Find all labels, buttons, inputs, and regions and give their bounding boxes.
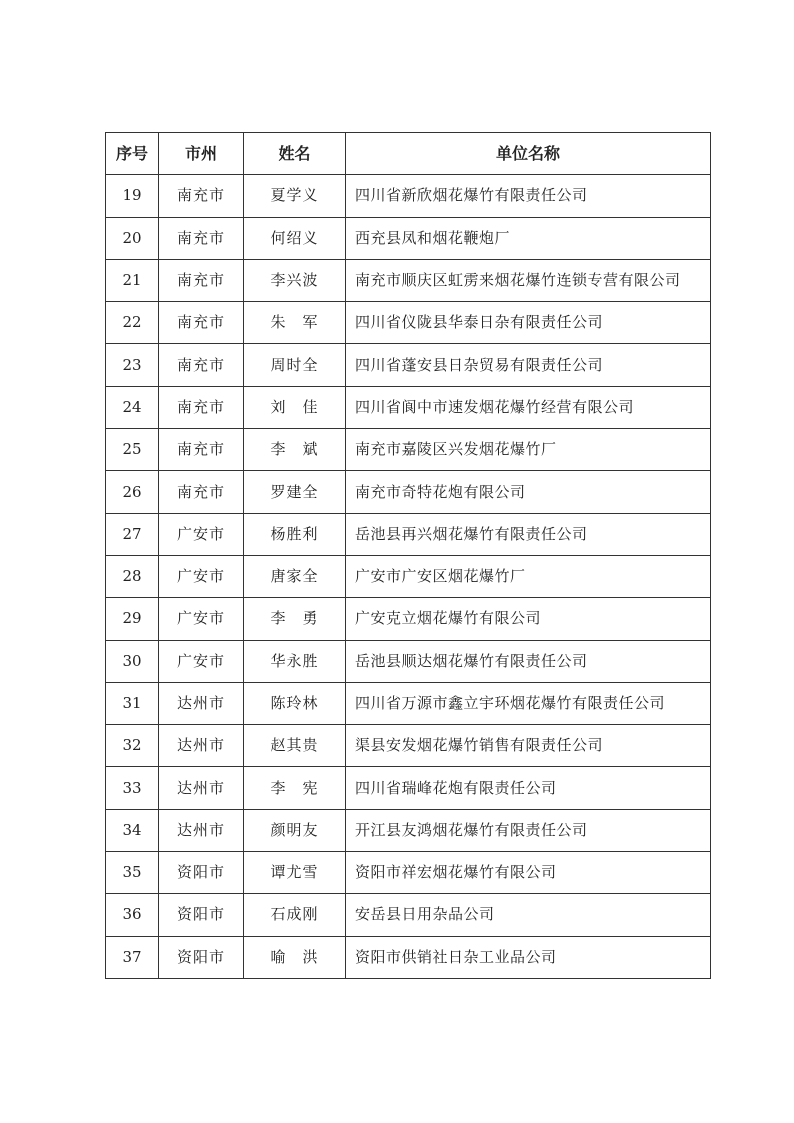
table-row bbox=[106, 894, 711, 936]
table-row bbox=[106, 175, 711, 217]
cell-serial-number: 37 bbox=[106, 936, 159, 978]
table-body bbox=[106, 175, 711, 979]
cell-serial-number: 27 bbox=[106, 513, 159, 555]
cell-city: 广安市 bbox=[159, 598, 244, 640]
table-row bbox=[106, 767, 711, 809]
cell-name: 杨胜利 bbox=[244, 513, 346, 555]
cell-city: 南充市 bbox=[159, 217, 244, 259]
header-unit-name: 单位名称 bbox=[346, 133, 711, 175]
cell-city: 达州市 bbox=[159, 682, 244, 724]
cell-unit-name: 岳池县顺达烟花爆竹有限责任公司 bbox=[346, 640, 711, 682]
cell-city: 南充市 bbox=[159, 259, 244, 301]
cell-name: 夏学义 bbox=[244, 175, 346, 217]
cell-name: 石成刚 bbox=[244, 894, 346, 936]
cell-city: 广安市 bbox=[159, 513, 244, 555]
table-row bbox=[106, 429, 711, 471]
cell-unit-name: 南充市嘉陵区兴发烟花爆竹厂 bbox=[346, 429, 711, 471]
cell-city: 南充市 bbox=[159, 386, 244, 428]
cell-city: 资阳市 bbox=[159, 894, 244, 936]
table-row bbox=[106, 682, 711, 724]
cell-unit-name: 安岳县日用杂品公司 bbox=[346, 894, 711, 936]
cell-serial-number: 36 bbox=[106, 894, 159, 936]
cell-serial-number: 19 bbox=[106, 175, 159, 217]
table-row bbox=[106, 936, 711, 978]
cell-serial-number: 23 bbox=[106, 344, 159, 386]
cell-name: 朱 军 bbox=[244, 302, 346, 344]
table-row bbox=[106, 809, 711, 851]
cell-unit-name: 南充市奇特花炮有限公司 bbox=[346, 471, 711, 513]
table-row bbox=[106, 598, 711, 640]
cell-name: 颜明友 bbox=[244, 809, 346, 851]
table-row bbox=[106, 725, 711, 767]
cell-unit-name: 西充县凤和烟花鞭炮厂 bbox=[346, 217, 711, 259]
cell-city: 资阳市 bbox=[159, 936, 244, 978]
cell-name: 唐家全 bbox=[244, 555, 346, 597]
cell-serial-number: 35 bbox=[106, 852, 159, 894]
cell-city: 南充市 bbox=[159, 471, 244, 513]
cell-unit-name: 广安市广安区烟花爆竹厂 bbox=[346, 555, 711, 597]
cell-serial-number: 20 bbox=[106, 217, 159, 259]
cell-unit-name: 四川省新欣烟花爆竹有限责任公司 bbox=[346, 175, 711, 217]
cell-serial-number: 21 bbox=[106, 259, 159, 301]
cell-city: 南充市 bbox=[159, 344, 244, 386]
table-row bbox=[106, 852, 711, 894]
cell-serial-number: 26 bbox=[106, 471, 159, 513]
cell-serial-number: 30 bbox=[106, 640, 159, 682]
cell-city: 南充市 bbox=[159, 175, 244, 217]
table-row bbox=[106, 555, 711, 597]
cell-city: 资阳市 bbox=[159, 852, 244, 894]
cell-serial-number: 29 bbox=[106, 598, 159, 640]
table-row bbox=[106, 259, 711, 301]
cell-name: 李 斌 bbox=[244, 429, 346, 471]
cell-name: 李兴波 bbox=[244, 259, 346, 301]
cell-unit-name: 四川省瑞峰花炮有限责任公司 bbox=[346, 767, 711, 809]
table-header-row bbox=[106, 133, 711, 175]
cell-name: 刘 佳 bbox=[244, 386, 346, 428]
header-city: 市州 bbox=[159, 133, 244, 175]
cell-unit-name: 四川省蓬安县日杂贸易有限责任公司 bbox=[346, 344, 711, 386]
header-serial-number: 序号 bbox=[106, 133, 159, 175]
cell-name: 何绍义 bbox=[244, 217, 346, 259]
cell-name: 周时全 bbox=[244, 344, 346, 386]
cell-serial-number: 24 bbox=[106, 386, 159, 428]
table-row bbox=[106, 513, 711, 555]
cell-name: 谭尤雪 bbox=[244, 852, 346, 894]
cell-unit-name: 资阳市供销社日杂工业品公司 bbox=[346, 936, 711, 978]
cell-serial-number: 25 bbox=[106, 429, 159, 471]
cell-city: 广安市 bbox=[159, 555, 244, 597]
cell-unit-name: 四川省仪陇县华泰日杂有限责任公司 bbox=[346, 302, 711, 344]
cell-unit-name: 四川省万源市鑫立宇环烟花爆竹有限责任公司 bbox=[346, 682, 711, 724]
cell-name: 赵其贵 bbox=[244, 725, 346, 767]
cell-serial-number: 28 bbox=[106, 555, 159, 597]
table-row bbox=[106, 471, 711, 513]
cell-city: 达州市 bbox=[159, 809, 244, 851]
cell-serial-number: 34 bbox=[106, 809, 159, 851]
cell-name: 罗建全 bbox=[244, 471, 346, 513]
cell-city: 达州市 bbox=[159, 767, 244, 809]
cell-serial-number: 22 bbox=[106, 302, 159, 344]
cell-serial-number: 31 bbox=[106, 682, 159, 724]
table-row bbox=[106, 640, 711, 682]
cell-serial-number: 33 bbox=[106, 767, 159, 809]
cell-unit-name: 岳池县再兴烟花爆竹有限责任公司 bbox=[346, 513, 711, 555]
cell-unit-name: 开江县友鸿烟花爆竹有限责任公司 bbox=[346, 809, 711, 851]
cell-name: 李 勇 bbox=[244, 598, 346, 640]
personnel-table bbox=[105, 132, 711, 979]
table-row bbox=[106, 386, 711, 428]
cell-unit-name: 资阳市祥宏烟花爆竹有限公司 bbox=[346, 852, 711, 894]
cell-city: 广安市 bbox=[159, 640, 244, 682]
cell-name: 李 宪 bbox=[244, 767, 346, 809]
table-row bbox=[106, 302, 711, 344]
cell-city: 达州市 bbox=[159, 725, 244, 767]
table-row bbox=[106, 344, 711, 386]
cell-unit-name: 渠县安发烟花爆竹销售有限责任公司 bbox=[346, 725, 711, 767]
cell-name: 华永胜 bbox=[244, 640, 346, 682]
cell-city: 南充市 bbox=[159, 302, 244, 344]
header-name: 姓名 bbox=[244, 133, 346, 175]
cell-unit-name: 南充市顺庆区虹雳来烟花爆竹连锁专营有限公司 bbox=[346, 259, 711, 301]
table-row bbox=[106, 217, 711, 259]
cell-serial-number: 32 bbox=[106, 725, 159, 767]
cell-unit-name: 四川省阆中市速发烟花爆竹经营有限公司 bbox=[346, 386, 711, 428]
cell-name: 陈玲林 bbox=[244, 682, 346, 724]
cell-city: 南充市 bbox=[159, 429, 244, 471]
cell-name: 喻 洪 bbox=[244, 936, 346, 978]
cell-unit-name: 广安克立烟花爆竹有限公司 bbox=[346, 598, 711, 640]
